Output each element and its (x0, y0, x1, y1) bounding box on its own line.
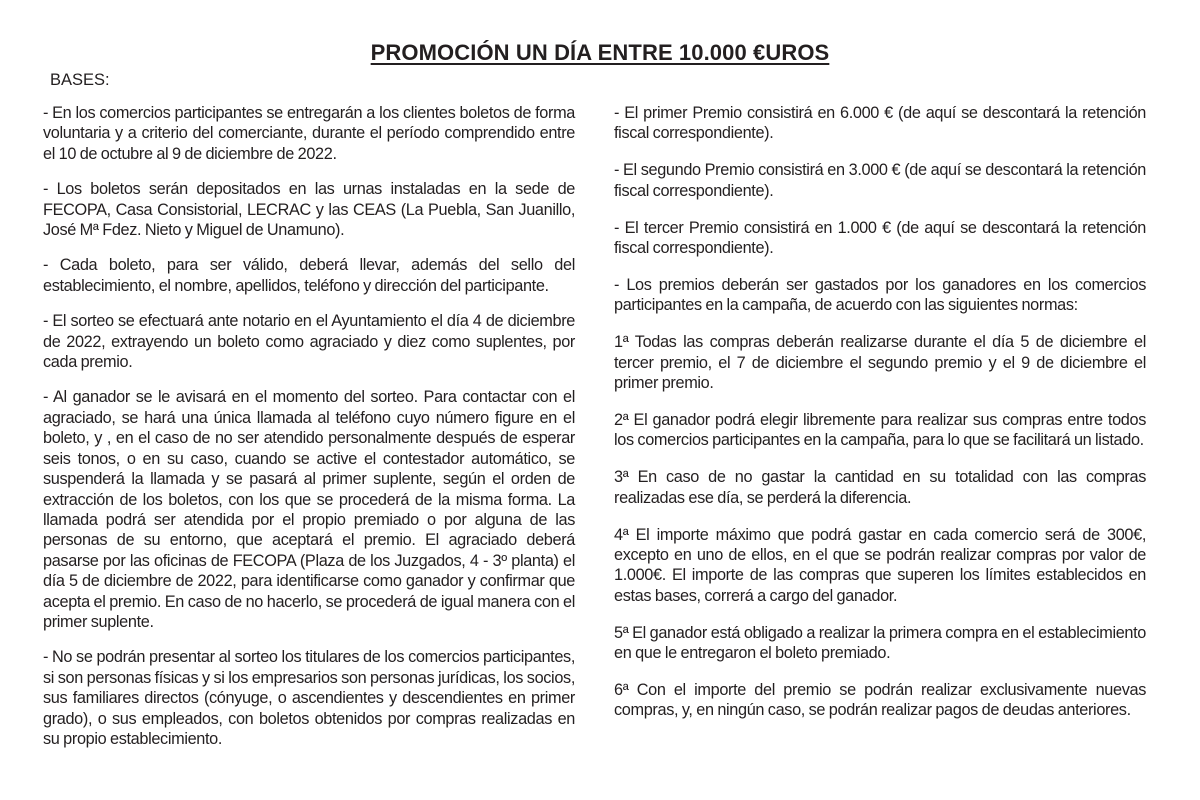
left-column (43, 103, 575, 764)
section-heading-bases: BASES: (50, 71, 110, 89)
rule-paragraph: - El sorteo se efectuará ante notario en el Ayuntamiento el día 4 de diciembre de 2022, extrayendo un boleto como agraciado y diez como suplentes, por cada premio. (43, 312, 575, 372)
prize-paragraph: - El tercer Premio consistirá en 1.000 € (de aquí se descontará la retención fiscal correspondiente). (614, 218, 1146, 258)
norm-paragraph: 3ª En caso de no gastar la cantidad en su totalidad con las compras realizadas ese día, se perderá la diferencia. (614, 468, 1146, 507)
norm-paragraph: 4ª El importe máximo que podrá gastar en cada comercio será de 300€, excepto en uno de ellos, en el que se podrán realizar compras por valor de 1.000€. El importe de las compras que superen los límites establecidos en estas bases, correrá a cargo del ganador. (614, 525, 1146, 605)
document-title: PROMOCIÓN UN DÍA ENTRE 10.000 €UROS (370, 40, 830, 65)
rule-paragraph: - No se podrán presentar al sorteo los titulares de los comercios participantes, si son personas físicas y si los empresarios son personas jurídicas, los socios, sus familiares directos (cónyuge, o ascendientes y descendientes en primer grado), o sus empleados, con boletos obtenidos por compras realizadas en su propio establecimiento. (43, 648, 575, 748)
right-column (614, 103, 1146, 737)
rule-paragraph: - En los comercios participantes se entregarán a los clientes boletos de forma voluntaria y a criterio del comerciante, durante el período comprendido entre el 10 de octubre al 9 de diciembre de 2022. (43, 104, 575, 163)
rule-paragraph: - Los boletos serán depositados en las urnas instaladas en la sede de FECOPA, Casa Consistorial, LECRAC y las CEAS (La Puebla, San Juanillo, José Mª Fdez. Nieto y Miguel de Unamuno). (43, 180, 575, 240)
norm-paragraph: 6ª Con el importe del premio se podrán realizar exclusivamente nuevas compras, y, en ningún caso, se podrán realizar pagos de deudas anteriores. (614, 681, 1146, 720)
prize-paragraph: - El primer Premio consistirá en 6.000 € (de aquí se descontará la retención fiscal correspondiente). (614, 104, 1146, 143)
prize-paragraph: - El segundo Premio consistirá en 3.000 € (de aquí se descontará la retención fiscal correspondiente). (614, 161, 1146, 200)
prize-paragraph: - Los premios deberán ser gastados por los ganadores en los comercios participantes en la campaña, de acuerdo con las siguientes normas: (614, 275, 1146, 315)
rule-paragraph: - Al ganador se le avisará en el momento del sorteo. Para contactar con el agraciado, se hará una única llamada al teléfono cuyo número figure en el boleto, y , en el caso de no ser atendido personalmente después de esperar seis tonos, o en su caso, cuando se active el contestador automático, se suspenderá la llamada y se pasará al primer suplente, según el orden de extracción de los boletos, con los que se procederá de la misma forma. La llamada podrá ser atendida por el propio premiado o por alguna de las personas de su entorno, que aceptará el premio. El agraciado deberá pasarse por las oficinas de FECOPA (Plaza de los Juzgados, 4 - 3º planta) el día 5 de diciembre de 2022, para identificarse como ganador y confirmar que acepta el premio. En caso de no hacerlo, se procederá de igual manera con el primer suplente. (43, 388, 575, 631)
rule-paragraph: - Cada boleto, para ser válido, deberá llevar, además del sello del establecimiento, el nombre, apellidos, teléfono y dirección del participante. (43, 256, 575, 295)
norm-paragraph: 5ª El ganador está obligado a realizar la primera compra en el establecimiento en que le entregaron el boleto premiado. (614, 623, 1146, 663)
norm-paragraph: 1ª Todas las compras deberán realizarse durante el día 5 de diciembre el tercer premio, el 7 de diciembre el segundo premio y el 9 de diciembre el primer premio. (614, 333, 1146, 393)
norm-paragraph: 2ª El ganador podrá elegir libremente para realizar sus compras entre todos los comercios participantes en la campaña, para lo que se facilitará un listado. (614, 410, 1146, 450)
